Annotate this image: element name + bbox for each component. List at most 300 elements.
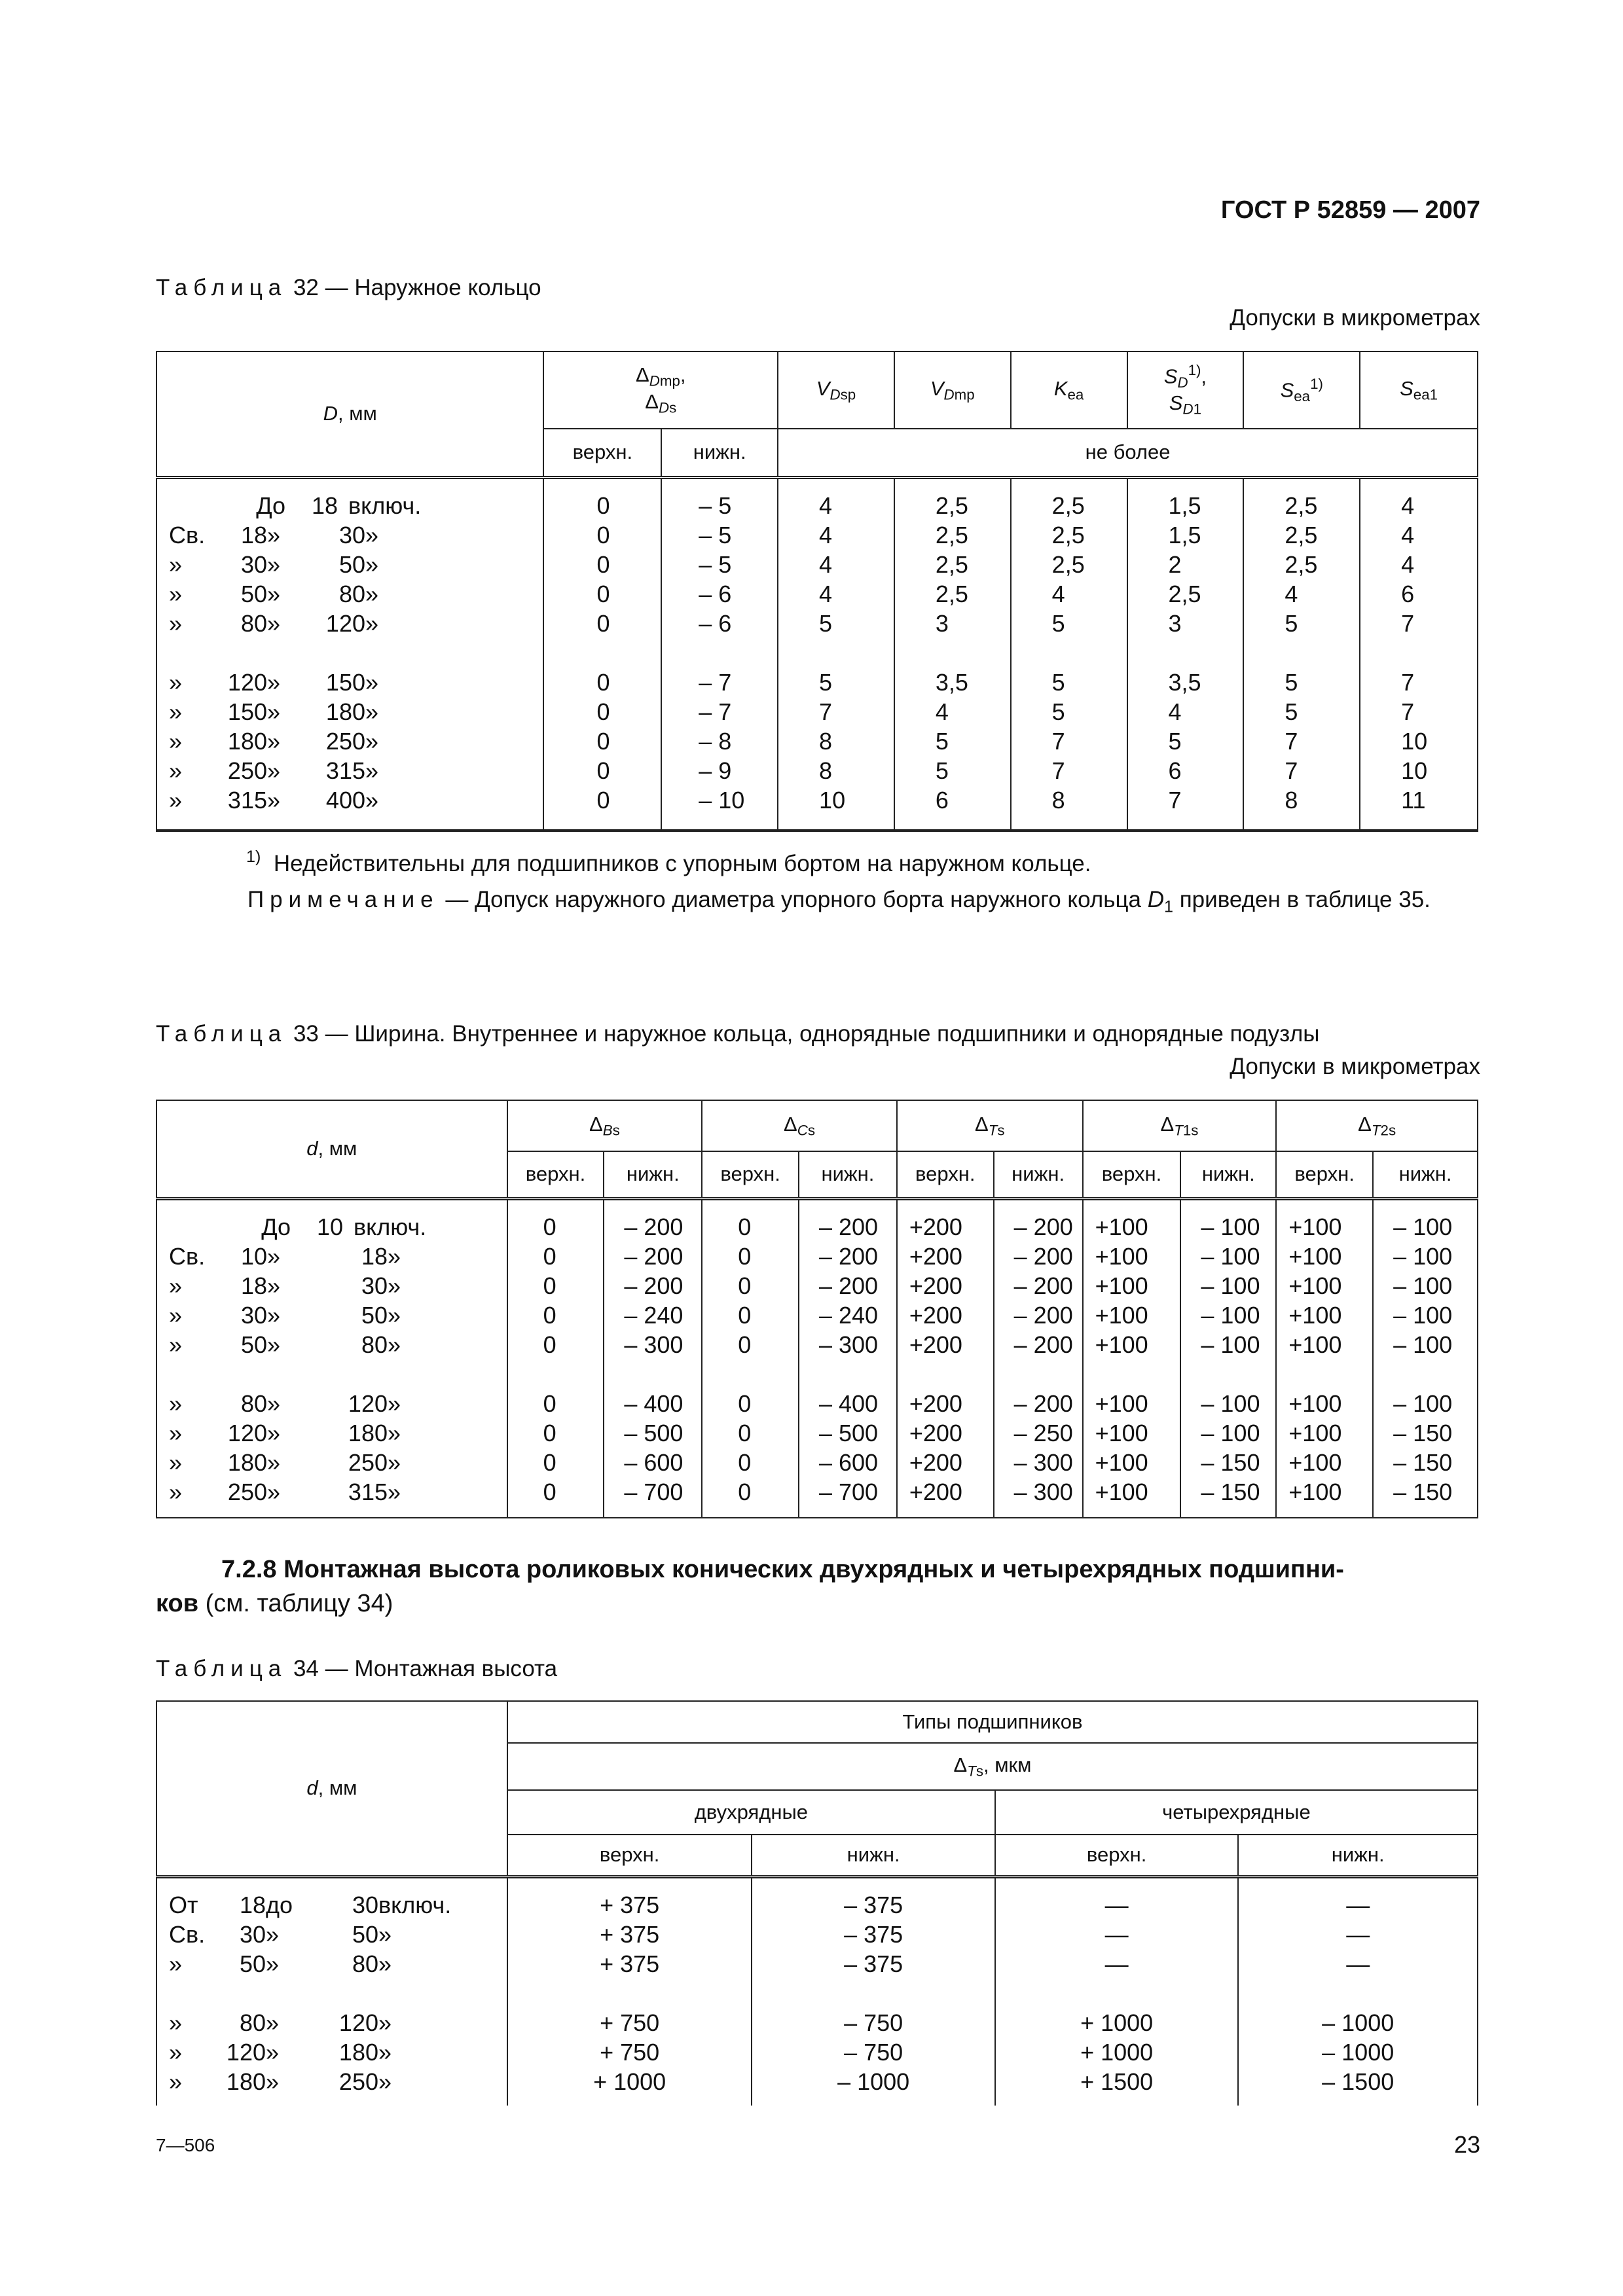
table34-header-types: Типы подшипников — [507, 1701, 1478, 1743]
gap-cell — [507, 1359, 604, 1389]
value-cell: 2,5 — [1243, 550, 1360, 579]
value-cell: 3 — [1127, 609, 1244, 638]
value-cell: – 7 — [661, 668, 778, 697]
value-cell: +100 — [1276, 1242, 1373, 1271]
value-cell: – 150 — [1373, 1448, 1478, 1477]
note-text-b: приведен в таблице 35. — [1173, 887, 1431, 913]
note-word: Примечание — [247, 887, 439, 913]
value-cell: + 375 — [507, 1876, 752, 1920]
table32-header-sea: $S_{ea}^{1)}$ — [1243, 351, 1360, 429]
gap-cell — [661, 638, 778, 668]
table33-header-lower: нижн. — [1373, 1151, 1478, 1198]
dimension-part: » — [266, 2068, 280, 2095]
value-cell: 0 — [702, 1198, 799, 1242]
end-cell — [1243, 815, 1360, 830]
table33 — [156, 1100, 1478, 1518]
value-cell: 0 — [507, 1300, 604, 1330]
table33-header-upper: верхн. — [897, 1151, 994, 1198]
dimension-part: » — [388, 1448, 401, 1476]
dimension-cell — [156, 477, 543, 520]
value-cell: – 300 — [604, 1330, 702, 1359]
value-cell: 5 — [894, 726, 1011, 756]
dimension-part: » — [388, 1301, 401, 1329]
gap-cell — [507, 1979, 752, 2008]
dimension-part: Св. — [169, 1242, 206, 1270]
value-cell: 11 — [1360, 785, 1478, 815]
value-cell: +100 — [1083, 1418, 1181, 1448]
value-cell: – 700 — [604, 1477, 702, 1507]
value-cell: – 150 — [1373, 1418, 1478, 1448]
value-cell: — — [995, 1920, 1239, 1949]
value-cell: – 6 — [661, 579, 778, 609]
value-cell: + 750 — [507, 2008, 752, 2037]
footnote-mark: 1) — [246, 847, 261, 866]
value-cell: +200 — [897, 1477, 994, 1507]
value-cell: 0 — [543, 550, 661, 579]
table-row — [156, 1198, 1478, 1242]
table34-header-upper-2: верхн. — [995, 1835, 1239, 1876]
value-cell: 4 — [778, 520, 894, 550]
table33-header-dt1s: $\Delta_{T1s}$ — [1083, 1100, 1277, 1151]
value-cell: 2,5 — [894, 550, 1011, 579]
value-cell: +100 — [1083, 1477, 1181, 1507]
dimension-cell — [156, 2067, 507, 2096]
end-cell — [507, 2096, 752, 2106]
section-title-end: ков — [156, 1590, 199, 1617]
dimension-part: » — [388, 1331, 401, 1358]
gap-cell — [604, 1359, 702, 1389]
dimension-part: Св. — [169, 1920, 206, 1948]
table34-header-d: d, мм — [156, 1701, 507, 1876]
dimension-part: » — [267, 727, 281, 755]
table32-header-lower: нижн. — [661, 429, 778, 477]
table-gap-row — [156, 1979, 1478, 2008]
value-cell: – 1500 — [1238, 2067, 1478, 2096]
table32-caption-word: Таблица — [156, 275, 287, 300]
end-cell — [156, 815, 543, 830]
value-cell: 4 — [1243, 579, 1360, 609]
value-cell: – 100 — [1373, 1271, 1478, 1300]
dimension-part: 120 — [348, 1390, 388, 1417]
value-cell: – 200 — [604, 1198, 702, 1242]
dimension-part: » — [267, 1331, 281, 1358]
dimension-cell — [156, 668, 543, 697]
gap-cell — [1127, 638, 1244, 668]
value-cell: 2,5 — [1243, 477, 1360, 520]
value-cell: 5 — [778, 668, 894, 697]
dimension-part: » — [388, 1478, 401, 1505]
value-cell: 7 — [1360, 609, 1478, 638]
table32-caption-text: 32 — Наружное кольцо — [293, 275, 541, 300]
table32-caption — [156, 275, 541, 301]
dimension-part: » — [365, 580, 379, 607]
table-end-row — [156, 815, 1478, 830]
gap-cell — [894, 638, 1011, 668]
value-cell: – 250 — [994, 1418, 1083, 1448]
dimension-part: » — [388, 1272, 401, 1299]
value-cell: +100 — [1276, 1198, 1373, 1242]
dimension-part: » — [267, 1301, 281, 1329]
value-cell: 1,5 — [1127, 520, 1244, 550]
dimension-part: 120 — [227, 668, 267, 696]
value-cell: 0 — [702, 1300, 799, 1330]
value-cell: 10 — [778, 785, 894, 815]
value-cell: +200 — [897, 1271, 994, 1300]
value-cell: 0 — [507, 1477, 604, 1507]
dimension-part: До — [256, 492, 285, 519]
dimension-part: 80 — [239, 2009, 266, 2036]
value-cell: +200 — [897, 1198, 994, 1242]
value-cell: 5 — [1243, 609, 1360, 638]
end-cell — [1360, 815, 1478, 830]
dimension-cell — [156, 1242, 507, 1271]
gap-cell — [156, 1979, 507, 2008]
value-cell: – 750 — [752, 2008, 994, 2037]
value-cell: – 200 — [994, 1271, 1083, 1300]
value-cell: 0 — [507, 1271, 604, 1300]
dimension-part: » — [365, 757, 379, 784]
value-cell: – 100 — [1373, 1330, 1478, 1359]
value-cell: 5 — [778, 609, 894, 638]
dimension-part: » — [388, 1242, 401, 1270]
value-cell: 7 — [1243, 756, 1360, 785]
value-cell: + 1000 — [507, 2067, 752, 2096]
gap-cell — [543, 638, 661, 668]
value-cell: 0 — [702, 1242, 799, 1271]
dimension-part: 18 — [240, 521, 267, 548]
value-cell: 4 — [1360, 520, 1478, 550]
table-row — [156, 520, 1478, 550]
value-cell: 0 — [702, 1418, 799, 1448]
table-row — [156, 1300, 1478, 1330]
value-cell: 7 — [1360, 697, 1478, 726]
value-cell: – 240 — [799, 1300, 897, 1330]
value-cell: +100 — [1276, 1418, 1373, 1448]
table-gap-row — [156, 638, 1478, 668]
dimension-part: » — [266, 2009, 280, 2036]
end-cell — [1083, 1507, 1181, 1518]
value-cell: 0 — [543, 726, 661, 756]
page-number: 23 — [1453, 2131, 1480, 2158]
section-title-line1: 7.2.8 Монтажная высота роликовых конических двухрядных и четырехрядных подшипни- — [221, 1556, 1344, 1583]
dimension-part: 50 — [361, 1301, 388, 1329]
value-cell: – 100 — [1180, 1198, 1276, 1242]
end-cell — [778, 815, 894, 830]
dimension-part: » — [266, 1920, 280, 1948]
dimension-cell — [156, 2037, 507, 2067]
dimension-part: 10 — [316, 1213, 343, 1240]
dimension-part: включ. — [354, 1213, 427, 1240]
value-cell: +200 — [897, 1330, 994, 1359]
value-cell: +100 — [1276, 1389, 1373, 1418]
dimension-part: 180 — [325, 698, 365, 725]
dimension-part: » — [169, 1331, 183, 1358]
dimension-part: 80 — [361, 1331, 388, 1358]
table34-grid — [156, 1700, 1478, 2106]
value-cell: 2,5 — [1011, 550, 1127, 579]
dimension-part: » — [169, 1478, 183, 1505]
table-row — [156, 1418, 1478, 1448]
dimension-part: » — [169, 2009, 183, 2036]
dimension-part: 30 — [239, 1920, 266, 1948]
end-cell — [1238, 2096, 1478, 2106]
table-row — [156, 697, 1478, 726]
table32-header-kea: $K_{ea}$ — [1011, 351, 1127, 429]
table32-header-sd: $S_D^{1)}$, $S_{D1}$ — [1127, 351, 1244, 429]
gap-cell — [702, 1359, 799, 1389]
dimension-cell — [156, 1418, 507, 1448]
value-cell: 0 — [543, 579, 661, 609]
value-cell: 2,5 — [1127, 579, 1244, 609]
dimension-part: 50 — [352, 1920, 378, 1948]
dimension-part: 80 — [240, 1390, 267, 1417]
value-cell: 4 — [778, 477, 894, 520]
dimension-cell — [156, 1198, 507, 1242]
value-cell: 0 — [702, 1389, 799, 1418]
value-cell: 5 — [1243, 697, 1360, 726]
gap-cell — [1360, 638, 1478, 668]
dimension-part: » — [365, 698, 379, 725]
value-cell: 4 — [1360, 477, 1478, 520]
table34-header-upper-1: верхн. — [507, 1835, 752, 1876]
value-cell: +100 — [1276, 1271, 1373, 1300]
value-cell: 8 — [1011, 785, 1127, 815]
table34-header-lower-1: нижн. — [752, 1835, 994, 1876]
gap-cell — [1276, 1359, 1373, 1389]
table-row — [156, 1271, 1478, 1300]
gap-cell — [994, 1359, 1083, 1389]
value-cell: – 400 — [799, 1389, 897, 1418]
section-ref: (см. таблицу 34) — [198, 1590, 393, 1617]
dimension-part: » — [169, 1448, 183, 1476]
value-cell: +100 — [1083, 1448, 1181, 1477]
dimension-cell — [156, 1389, 507, 1418]
table33-header-upper: верхн. — [1276, 1151, 1373, 1198]
dimension-part: » — [365, 550, 379, 578]
value-cell: – 200 — [799, 1198, 897, 1242]
value-cell: – 300 — [994, 1448, 1083, 1477]
table34-caption-text: 34 — Монтажная высота — [293, 1656, 558, 1681]
table-row — [156, 1920, 1478, 1949]
dimension-part: » — [266, 1950, 280, 1977]
gap-cell — [1373, 1359, 1478, 1389]
table-end-row — [156, 2096, 1478, 2106]
value-cell: 5 — [894, 756, 1011, 785]
value-cell: 7 — [1243, 726, 1360, 756]
dimension-part: » — [169, 2038, 183, 2066]
dimension-part: » — [266, 2038, 280, 2066]
dimension-part: 150 — [325, 668, 365, 696]
value-cell: – 5 — [661, 520, 778, 550]
value-cell: – 500 — [604, 1418, 702, 1448]
gap-cell — [778, 638, 894, 668]
value-cell: – 375 — [752, 1876, 994, 1920]
table33-header-lower: нижн. — [994, 1151, 1083, 1198]
value-cell: 10 — [1360, 726, 1478, 756]
gap-cell — [1238, 1979, 1478, 2008]
dimension-part: » — [267, 580, 281, 607]
dimension-part: 50 — [240, 580, 267, 607]
value-cell: – 100 — [1373, 1242, 1478, 1271]
dimension-cell — [156, 1271, 507, 1300]
value-cell: – 150 — [1180, 1477, 1276, 1507]
value-cell: 2,5 — [1243, 520, 1360, 550]
dimension-part: » — [378, 1950, 392, 1977]
value-cell: + 1500 — [995, 2067, 1239, 2096]
table33-body — [156, 1198, 1478, 1518]
dimension-part: 120 — [325, 609, 365, 637]
table33-header-dt2s: $\Delta_{T2s}$ — [1276, 1100, 1478, 1151]
dimension-cell — [156, 1949, 507, 1979]
value-cell: 4 — [1011, 579, 1127, 609]
end-cell — [543, 815, 661, 830]
value-cell: 1,5 — [1127, 477, 1244, 520]
dimension-part: До — [261, 1213, 291, 1240]
end-cell — [156, 2096, 507, 2106]
dimension-part: 180 — [227, 1448, 267, 1476]
table32-note: Примечание — Допуск наружного диаметра упорного борта наружного кольца $D_1$ приведен в таблице 35. — [247, 887, 1431, 916]
dimension-part: 10 — [240, 1242, 267, 1270]
dimension-part: 30 — [352, 1891, 378, 1918]
dimension-part: » — [169, 786, 183, 814]
dimension-part: » — [169, 1419, 183, 1446]
dimension-part: » — [388, 1419, 401, 1446]
table33-header-d: d, мм — [156, 1100, 507, 1198]
end-cell — [1011, 815, 1127, 830]
table-end-row — [156, 1507, 1478, 1518]
value-cell: 7 — [778, 697, 894, 726]
value-cell: 0 — [702, 1271, 799, 1300]
table33-header-lower: нижн. — [1180, 1151, 1276, 1198]
value-cell: +200 — [897, 1418, 994, 1448]
value-cell: 10 — [1360, 756, 1478, 785]
table32-grid — [156, 351, 1478, 831]
value-cell: 2,5 — [894, 520, 1011, 550]
value-cell: 8 — [778, 726, 894, 756]
gap-cell — [752, 1979, 994, 2008]
value-cell: – 200 — [799, 1271, 897, 1300]
value-cell: 6 — [1127, 756, 1244, 785]
table-row — [156, 1330, 1478, 1359]
dimension-part: 150 — [227, 698, 267, 725]
dimension-part: » — [267, 1390, 281, 1417]
end-cell — [604, 1507, 702, 1518]
gap-cell — [1243, 638, 1360, 668]
dimension-part: 50 — [239, 1950, 266, 1977]
gap-cell — [1083, 1359, 1181, 1389]
table-row — [156, 726, 1478, 756]
value-cell: 0 — [702, 1477, 799, 1507]
value-cell: — — [995, 1949, 1239, 1979]
value-cell: 5 — [1127, 726, 1244, 756]
table-row — [156, 477, 1478, 520]
dimension-part: » — [388, 1390, 401, 1417]
table32 — [156, 351, 1478, 931]
table33-header-dcs: $\Delta_{Cs}$ — [702, 1100, 897, 1151]
dimension-part: 250 — [338, 2068, 378, 2095]
value-cell: 5 — [1011, 668, 1127, 697]
table34-caption — [156, 1656, 557, 1682]
table33-caption-text: 33 — Ширина. Внутреннее и наружное кольца, однорядные подшипники и однорядные подузлы — [293, 1021, 1320, 1047]
value-cell: – 10 — [661, 785, 778, 815]
dimension-part: 315 — [325, 757, 365, 784]
dimension-part: 30 — [240, 550, 267, 578]
value-cell: +100 — [1083, 1242, 1181, 1271]
note-text-a: — Допуск наружного диаметра упорного борта наружного кольца — [439, 887, 1148, 913]
dimension-part: 30 — [240, 1301, 267, 1329]
dimension-part: » — [267, 1272, 281, 1299]
dimension-part: 120 — [338, 2009, 378, 2036]
value-cell: – 100 — [1180, 1300, 1276, 1330]
value-cell: 2,5 — [1011, 520, 1127, 550]
table-row — [156, 1477, 1478, 1507]
dimension-cell — [156, 1477, 507, 1507]
dimension-part: » — [169, 1950, 183, 1977]
value-cell: 8 — [778, 756, 894, 785]
value-cell: – 100 — [1180, 1389, 1276, 1418]
table32-header-vdsp: $V_{Dsp}$ — [778, 351, 894, 429]
table32-header-delta: $\Delta_{Dmp}$, $\Delta_{Ds}$ — [543, 351, 778, 429]
value-cell: +100 — [1083, 1330, 1181, 1359]
gap-cell — [156, 1359, 507, 1389]
end-cell — [752, 2096, 994, 2106]
section-7-2-8 — [156, 1552, 1481, 1621]
dimension-part: 80 — [338, 580, 365, 607]
table33-caption — [156, 1021, 1319, 1047]
value-cell: 5 — [1011, 609, 1127, 638]
value-cell: +100 — [1276, 1477, 1373, 1507]
end-cell — [994, 1507, 1083, 1518]
table-row — [156, 1242, 1478, 1271]
dimension-part: » — [267, 609, 281, 637]
value-cell: +100 — [1083, 1198, 1181, 1242]
table33-header-upper: верхн. — [702, 1151, 799, 1198]
dimension-part: » — [378, 2009, 392, 2036]
end-cell — [799, 1507, 897, 1518]
dimension-part: » — [365, 727, 379, 755]
end-cell — [1276, 1507, 1373, 1518]
table34-header-lower-2: нижн. — [1238, 1835, 1478, 1876]
value-cell: – 5 — [661, 477, 778, 520]
value-cell: 0 — [507, 1242, 604, 1271]
dimension-cell — [156, 609, 543, 638]
value-cell: — — [1238, 1920, 1478, 1949]
value-cell: – 240 — [604, 1300, 702, 1330]
end-cell — [897, 1507, 994, 1518]
value-cell: 3,5 — [894, 668, 1011, 697]
dimension-part: » — [267, 786, 281, 814]
table-row — [156, 1876, 1478, 1920]
table-row — [156, 785, 1478, 815]
value-cell: – 1000 — [1238, 2037, 1478, 2067]
section-title-line2 — [156, 1587, 1481, 1621]
value-cell: 0 — [543, 785, 661, 815]
dimension-part: 30 — [361, 1272, 388, 1299]
value-cell: – 100 — [1373, 1198, 1478, 1242]
dimension-part: От — [169, 1891, 198, 1918]
dimension-part: 315 — [227, 786, 267, 814]
value-cell: – 1000 — [1238, 2008, 1478, 2037]
table32-notes — [156, 831, 1478, 931]
dimension-part: 30 — [338, 521, 365, 548]
dimension-part: » — [267, 550, 281, 578]
dimension-cell — [156, 1920, 507, 1949]
dimension-part: 180 — [227, 727, 267, 755]
table-row — [156, 756, 1478, 785]
dimension-cell — [156, 1876, 507, 1920]
dimension-part: » — [365, 521, 379, 548]
value-cell: – 700 — [799, 1477, 897, 1507]
